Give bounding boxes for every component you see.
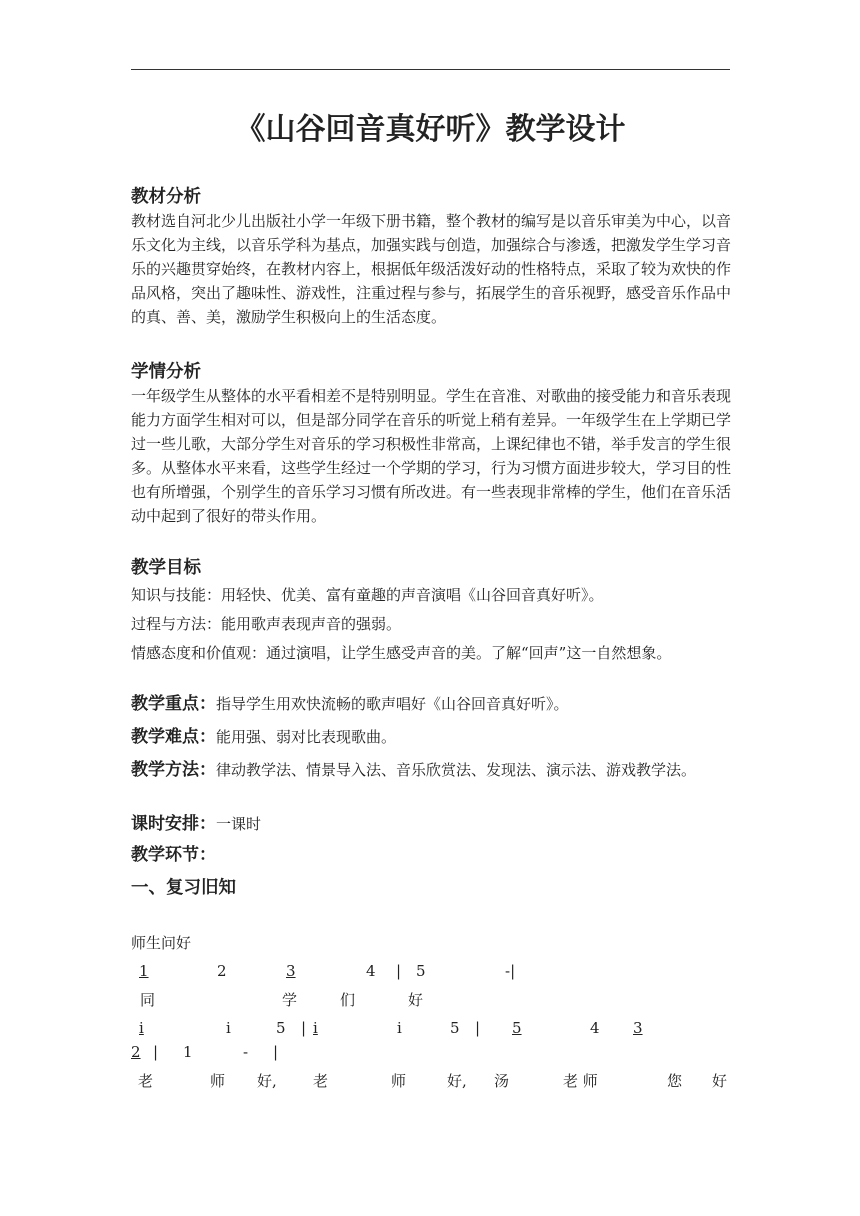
page-title: 《山谷回音真好听》教学设计 bbox=[235, 112, 626, 147]
schedule bbox=[131, 811, 731, 837]
barline: | bbox=[396, 962, 402, 980]
barline: | bbox=[475, 1019, 481, 1037]
goal-item: 知识与技能：用轻快、优美、富有童趣的声音演唱《山谷回音真好听》。 bbox=[131, 586, 604, 604]
top-rule bbox=[131, 69, 730, 70]
note: 2 bbox=[217, 962, 227, 980]
note: 1 bbox=[183, 1043, 193, 1061]
note: i bbox=[226, 1019, 231, 1037]
lyric: 您 bbox=[667, 1072, 683, 1090]
note: 4 bbox=[590, 1019, 600, 1037]
greeting-label: 师生问好 bbox=[131, 934, 192, 952]
steps-label: 教学环节： bbox=[131, 845, 216, 865]
paragraph-material: 教材选自河北少儿出版社小学一年级下册书籍，整个教材的编写是以音乐审美为中心，以音乐文化为主线，以音乐学科为基点，加强实践与创造，加强综合与渗透，把激发学生学习音乐的兴趣贯穿始终，在教材内容上，根据低年级活泼好动的性格特点，采取了较为欢快的作品风格，突出了趣味性、游戏性，注重过程与参与，拓展学生的音乐视野，感受音乐作品中的真、善、美，激励学生积极向上的生活态度。 bbox=[131, 212, 732, 326]
lyric: 好, bbox=[257, 1072, 277, 1090]
lyric: 好 bbox=[712, 1072, 728, 1090]
difficulty-value: 能用强、弱对比表现歌曲。 bbox=[216, 728, 397, 746]
lyric: 汤 bbox=[494, 1072, 510, 1090]
note: 3 bbox=[633, 1019, 643, 1037]
lyric: 老 bbox=[138, 1072, 154, 1090]
lyric: 好 bbox=[408, 991, 424, 1009]
lyric: 师 bbox=[391, 1072, 407, 1090]
key-point-value: 指导学生用欢快流畅的歌声唱好《山谷回音真好听》。 bbox=[216, 695, 569, 713]
note: 4 bbox=[366, 962, 376, 980]
goal-item: 过程与方法：能用歌声表现声音的强弱。 bbox=[131, 615, 402, 633]
note: i bbox=[313, 1019, 318, 1037]
note: -| bbox=[505, 962, 516, 980]
heading-material: 教材分析 bbox=[131, 187, 201, 207]
lyric: 同 bbox=[140, 991, 156, 1009]
barline: | bbox=[273, 1043, 279, 1061]
note: 5 bbox=[512, 1019, 522, 1037]
goal-item: 情感态度和价值观：通过演唱，让学生感受声音的美。了解“回声”这一自然想象。 bbox=[131, 644, 672, 662]
note: 2 bbox=[131, 1043, 141, 1061]
method-label: 教学方法： bbox=[131, 760, 216, 780]
key-point bbox=[131, 691, 731, 717]
note: 5 bbox=[416, 962, 426, 980]
method-value: 律动教学法、情景导入法、音乐欣赏法、发现法、演示法、游戏教学法。 bbox=[216, 761, 697, 779]
heading-goals: 教学目标 bbox=[131, 558, 201, 578]
note: i bbox=[139, 1019, 144, 1037]
schedule-value: 一课时 bbox=[216, 815, 262, 833]
schedule-label: 课时安排： bbox=[131, 814, 216, 834]
barline: | bbox=[301, 1019, 307, 1037]
difficulty-label: 教学难点： bbox=[131, 727, 216, 747]
note: 5 bbox=[276, 1019, 286, 1037]
heading-students: 学情分析 bbox=[131, 362, 201, 382]
steps bbox=[131, 842, 731, 868]
note: 5 bbox=[450, 1019, 460, 1037]
barline: | bbox=[153, 1043, 159, 1061]
difficulty-point bbox=[131, 724, 731, 750]
teaching-method bbox=[131, 757, 731, 783]
heading-review: 一、复习旧知 bbox=[131, 878, 236, 898]
lyric: 老 bbox=[313, 1072, 329, 1090]
lyric: 老 师 bbox=[563, 1072, 598, 1090]
note: - bbox=[243, 1043, 249, 1061]
note: 3 bbox=[286, 962, 296, 980]
paragraph-students: 一年级学生从整体的水平看相差不是特别明显。学生在音准、对歌曲的接受能力和音乐表现能力方面学生相对可以，但是部分同学在音乐的听觉上稍有差异。一年级学生在上学期已学过一些儿歌，大部分学生对音乐的学习积极性非常高，上课纪律也不错，举手发言的学生很多。从整体水平来看，这些学生经过一个学期的学习，行为习惯方面进步较大，学习目的性也有所增强，个别学生的音乐学习习惯有所改进。有一些表现非常棒的学生，他们在音乐活动中起到了很好的带头作用。 bbox=[131, 387, 732, 525]
lyric: 们 bbox=[340, 991, 356, 1009]
note: 1 bbox=[139, 962, 149, 980]
lyric: 学 bbox=[282, 991, 298, 1009]
lyric: 师 bbox=[210, 1072, 226, 1090]
lyric: 好, bbox=[447, 1072, 467, 1090]
note: i bbox=[397, 1019, 402, 1037]
key-point-label: 教学重点： bbox=[131, 694, 216, 714]
